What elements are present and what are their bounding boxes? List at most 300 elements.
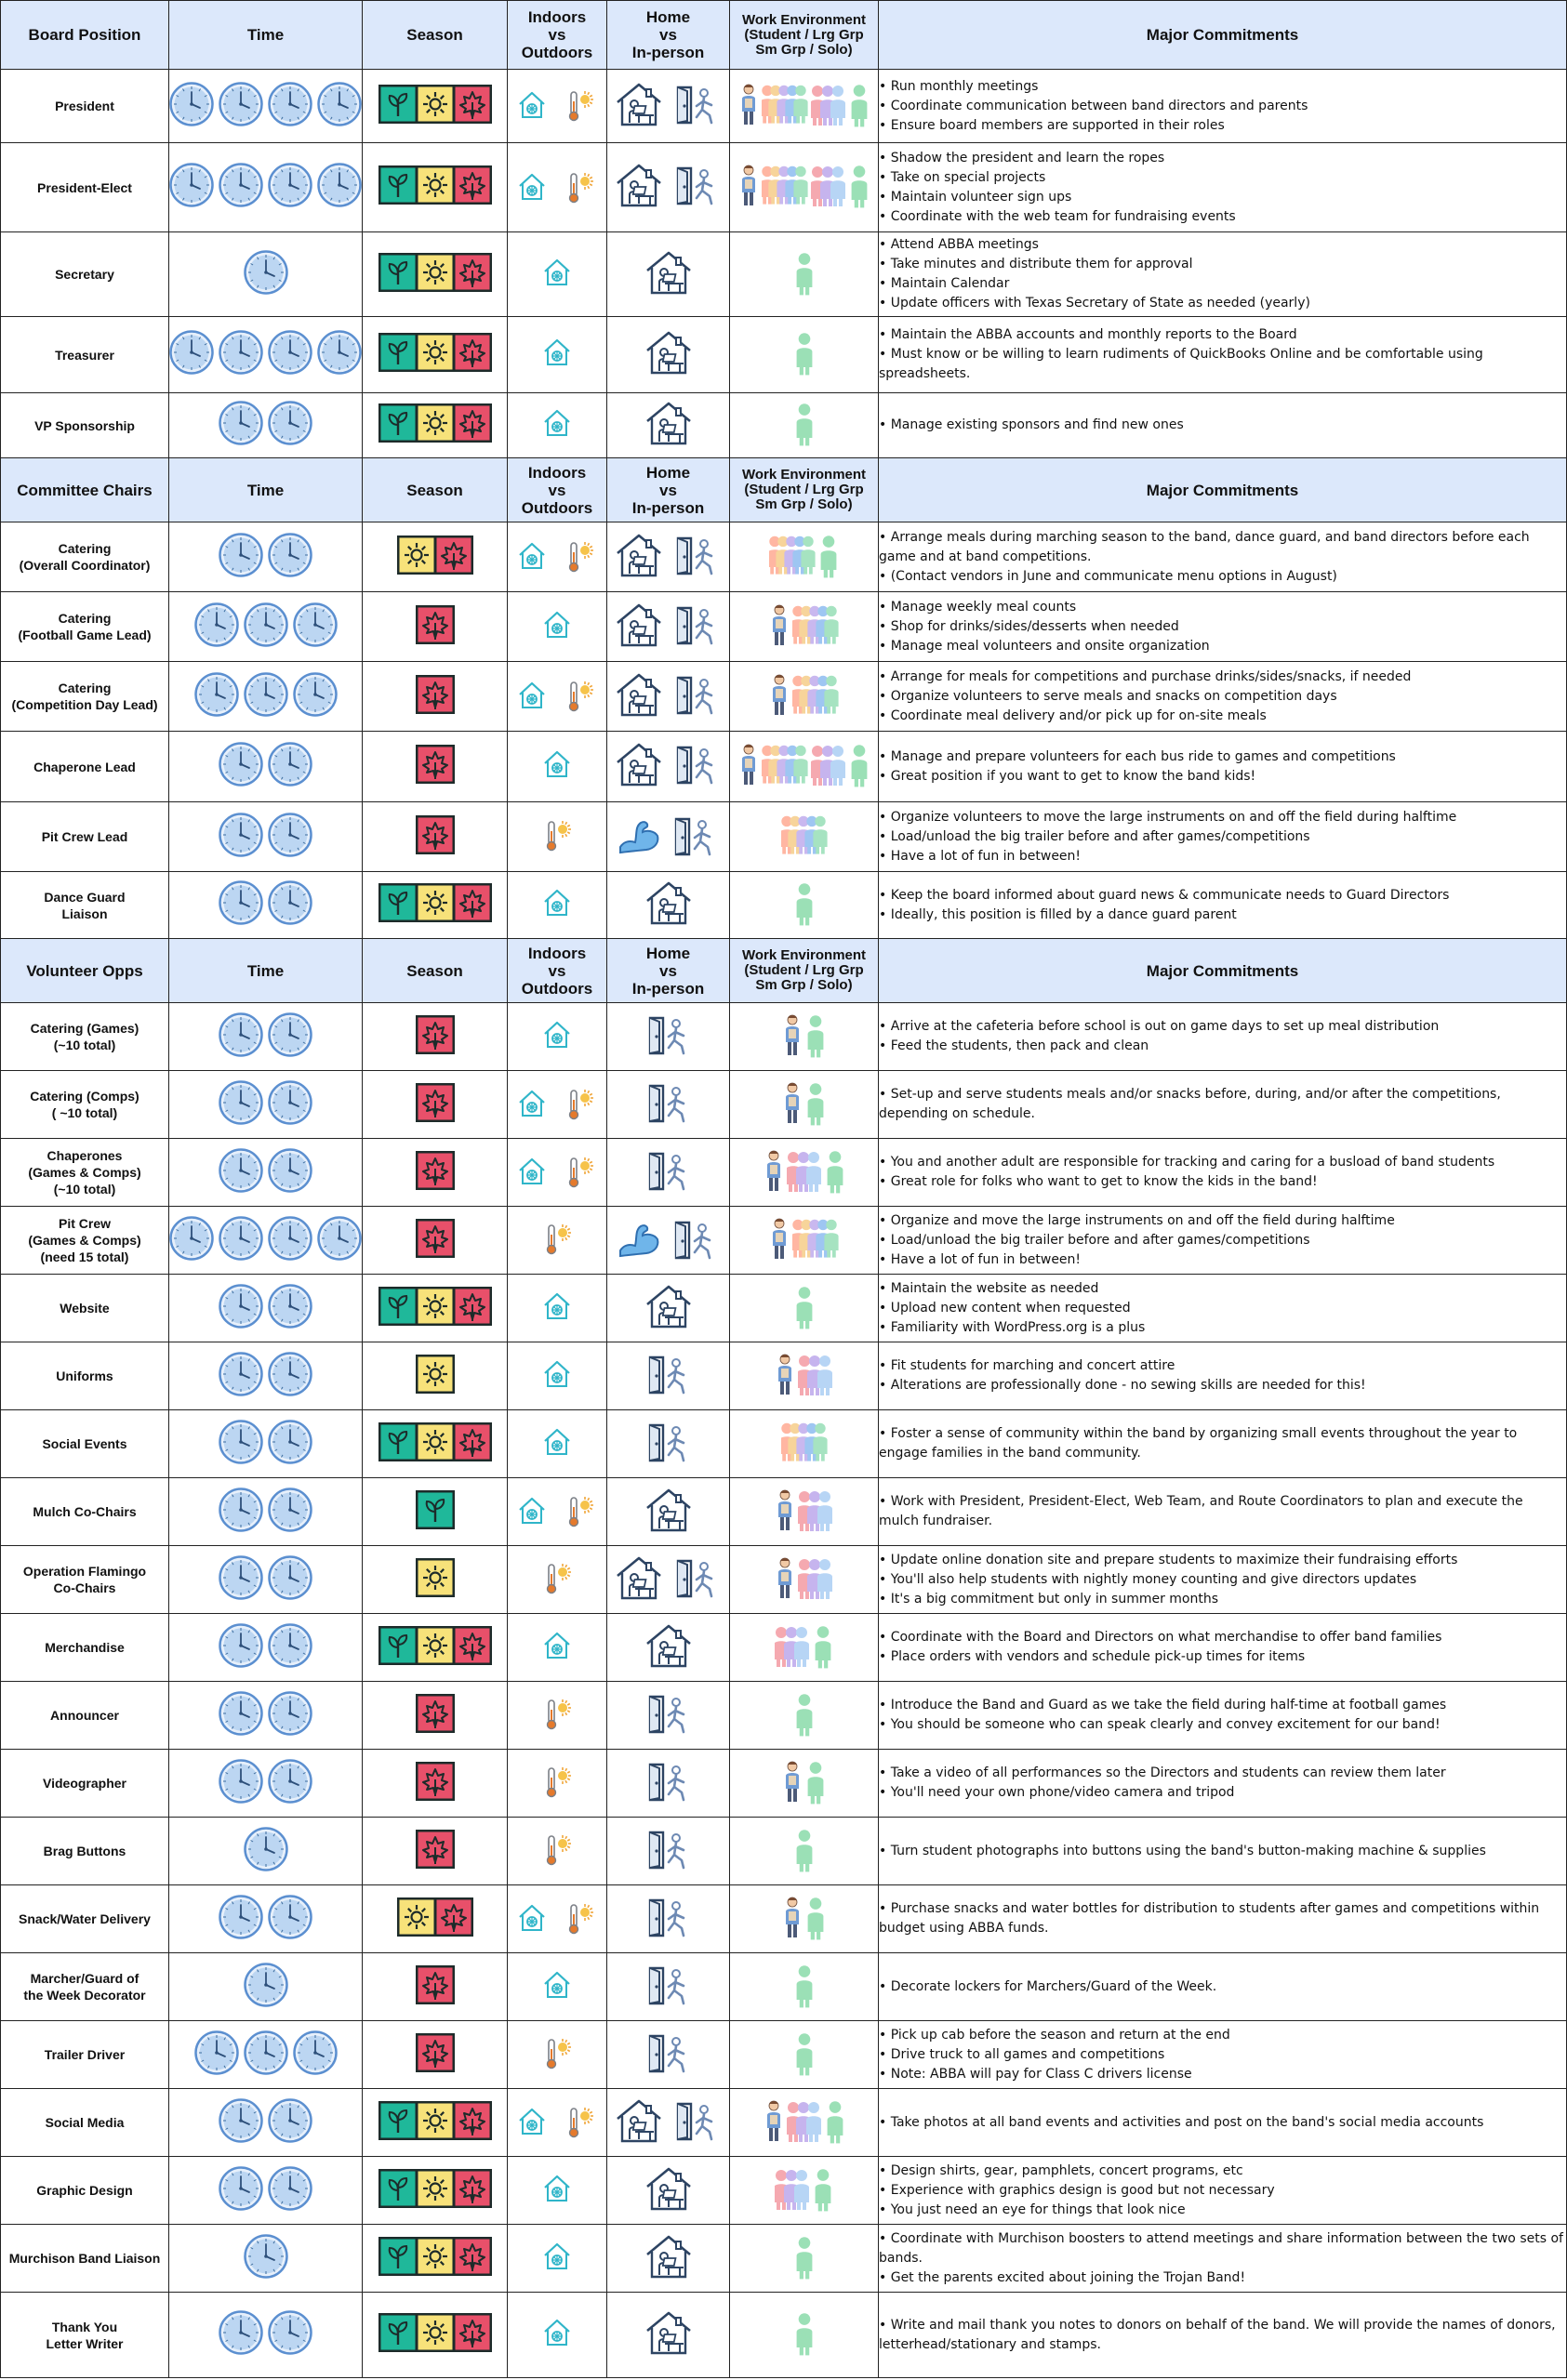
student-icon: [764, 1146, 784, 1195]
indoor-outdoor-cell: [508, 522, 607, 592]
commitment-item: • Arrange for meals for competitions and purchase drinks/sides/snacks, if needed: [879, 668, 1566, 687]
house-desk-icon: [644, 250, 693, 295]
clock-icon: [268, 533, 312, 577]
column-header: [730, 458, 879, 522]
role-name: [1, 1003, 169, 1071]
role-name-line: Merchandise: [45, 1640, 125, 1655]
indoor-outdoor-cell: [508, 2089, 607, 2157]
thermometer-sun-icon: [561, 86, 598, 124]
commitment-item: • Upload new content when requested: [879, 1299, 1566, 1318]
column-header: Season: [363, 1, 508, 70]
home-inperson-cell: [607, 143, 730, 232]
season-cell: [363, 662, 508, 732]
door-walk-icon: [643, 1759, 695, 1804]
door-walk-icon: [671, 82, 723, 126]
commitments-cell: [879, 317, 1567, 393]
clock-icon: [169, 330, 214, 375]
solo-person-icon: [794, 248, 815, 297]
column-header: [508, 1, 607, 70]
season-cell: [363, 317, 508, 393]
role-name-line: Catering: [58, 541, 112, 556]
home-inperson-cell: [607, 1546, 730, 1614]
solo-person-icon: [794, 2308, 815, 2357]
role-name: [1, 1546, 169, 1614]
commitments-cell: [879, 2293, 1567, 2378]
home-inperson-cell: [607, 1750, 730, 1818]
column-header: [508, 939, 607, 1003]
header-line: (Student / Lrg Grp: [744, 962, 864, 978]
clock-icon: [219, 1216, 263, 1261]
commitment-item: • Maintain the ABBA accounts and monthly reports to the Board: [879, 325, 1566, 345]
clock-icon: [268, 330, 312, 375]
solo-person-icon: [825, 1146, 845, 1195]
commitment-item: • Keep the board informed about guard news & communicate needs to Guard Directors: [879, 886, 1566, 906]
season-tiles: [416, 675, 455, 714]
student-icon: [769, 601, 790, 649]
work-environment-cell: [730, 1275, 879, 1342]
student-icon: [769, 1214, 790, 1263]
work-environment-cell: [730, 1478, 879, 1546]
role-name-line: Murchison Band Liaison: [8, 2251, 161, 2266]
student-icon: [738, 80, 759, 128]
large-group-icon: [762, 81, 808, 127]
commitment-item: • Work with President, President-Elect, Web Team, and Route Coordinators to plan and execute the mulch fundraiser.: [879, 1492, 1566, 1531]
role-row: [1, 317, 1567, 393]
time-cell: [169, 2293, 363, 2378]
solo-person-icon: [825, 2096, 845, 2145]
indoor-outdoor-cell: [508, 1071, 607, 1139]
header-line: vs: [659, 481, 677, 499]
commitment-item: • Load/unload the big trailer before and after games/competitions: [879, 1231, 1566, 1250]
flexed-arm-icon: [617, 815, 661, 856]
small-group-icon: [798, 1487, 833, 1533]
work-environment-cell: [730, 1139, 879, 1207]
role-name-line: Letter Writer: [46, 2335, 124, 2351]
commitment-item: • It's a big commitment but only in summer months: [879, 1590, 1566, 1609]
commitment-item: • You should be someone who can speak clearly and convey excitement for our band!: [879, 1715, 1566, 1735]
clock-icon: [219, 1759, 263, 1804]
clock-icon: [219, 401, 263, 445]
commitment-item: • Introduce the Band and Guard as we take the field during half-time at football games: [879, 1696, 1566, 1715]
commitment-item: • Maintain volunteer sign ups: [879, 188, 1566, 207]
clock-icon: [268, 1420, 312, 1464]
commitments-cell: [879, 872, 1567, 939]
season-cell: [363, 1614, 508, 1682]
season-tiles: [416, 1558, 455, 1597]
role-name: [1, 393, 169, 458]
column-header: Time: [169, 939, 363, 1003]
indoor-outdoor-cell: [508, 802, 607, 872]
commitments-cell: [879, 1071, 1567, 1139]
commitment-item: • Pick up cab before the season and return at the end: [879, 2026, 1566, 2045]
solo-person-icon: [813, 2164, 833, 2213]
work-environment-cell: [730, 1818, 879, 1885]
season-tiles: [378, 403, 492, 443]
commitments-cell: [879, 70, 1567, 143]
time-cell: [169, 1478, 363, 1546]
season-cell: [363, 1071, 508, 1139]
solo-person-icon: [794, 879, 815, 927]
role-row: [1, 1342, 1567, 1410]
clock-icon: [268, 742, 312, 787]
column-header: [508, 458, 607, 522]
home-inperson-cell: [607, 1410, 730, 1478]
commitment-item: • Coordinate with Murchison boosters to attend meetings and share information between the two sets of bands.: [879, 2229, 1566, 2268]
time-cell: [169, 143, 363, 232]
role-name-line: Catering: [58, 611, 112, 626]
season-tiles: [378, 883, 492, 922]
commitments-cell: [879, 1818, 1567, 1885]
column-header: Major Commitments: [879, 939, 1567, 1003]
season-cell: [363, 1818, 508, 1885]
season-cell: [363, 1207, 508, 1275]
work-environment-cell: [730, 2225, 879, 2293]
student-icon: [775, 1350, 795, 1398]
role-name: [1, 592, 169, 662]
season-tiles: [416, 1830, 455, 1869]
house-desk-icon: [615, 672, 663, 717]
home-inperson-cell: [607, 70, 730, 143]
work-environment-cell: [730, 143, 879, 232]
house-desk-icon: [644, 1284, 693, 1329]
small-group-icon: [775, 2165, 810, 2212]
time-cell: [169, 1546, 363, 1614]
season-cell: [363, 522, 508, 592]
thermostat-icon: [541, 1969, 573, 2001]
column-header: [730, 1, 879, 70]
commitment-item: • Shop for drinks/sides/desserts when needed: [879, 617, 1566, 637]
commitment-item: • Coordinate meal delivery and/or pick up for on-site meals: [879, 707, 1566, 726]
time-cell: [169, 393, 363, 458]
commitment-item: • Coordinate with the Board and Directors on what merchandise to offer band families: [879, 1628, 1566, 1647]
clock-icon: [293, 602, 338, 647]
door-walk-icon: [671, 742, 723, 787]
commitment-item: • Design shirts, gear, pamphlets, concert programs, etc: [879, 2162, 1566, 2181]
role-name-line: Catering (Games): [30, 1021, 139, 1036]
season-tiles: [378, 1287, 492, 1326]
role-row: [1, 2225, 1567, 2293]
role-row: [1, 1275, 1567, 1342]
column-header: Season: [363, 458, 508, 522]
role-row: [1, 393, 1567, 458]
role-row: [1, 1071, 1567, 1139]
time-cell: [169, 1885, 363, 1953]
commitments-cell: [879, 1614, 1567, 1682]
time-cell: [169, 1953, 363, 2021]
season-cell: [363, 2293, 508, 2378]
season-cell: [363, 1885, 508, 1953]
role-row: [1, 1139, 1567, 1207]
role-name-line: Liaison: [61, 906, 108, 921]
thermostat-icon: [516, 1156, 548, 1187]
role-name: [1, 1614, 169, 1682]
thermometer-sun-icon: [538, 1559, 576, 1596]
work-environment-cell: [730, 70, 879, 143]
commitments-cell: [879, 1953, 1567, 2021]
clock-icon: [219, 1691, 263, 1736]
role-name-line: (Overall Coordinator): [19, 558, 151, 573]
house-desk-icon: [644, 880, 693, 925]
role-name: [1, 662, 169, 732]
role-name-line: Chaperones: [46, 1148, 123, 1163]
commitments-cell: [879, 1410, 1567, 1478]
commitment-item: • Arrive at the cafeteria before school is out on game days to set up meal distribution: [879, 1017, 1566, 1037]
commitment-item: • Update online donation site and prepare students to maximize their fundraising efforts: [879, 1551, 1566, 1570]
work-environment-cell: [730, 1750, 879, 1818]
indoor-outdoor-cell: [508, 1885, 607, 1953]
thermostat-icon: [541, 1290, 573, 1322]
clock-icon: [268, 1488, 312, 1532]
house-desk-icon: [615, 163, 663, 207]
season-tiles: [378, 2169, 492, 2208]
header-line: Outdoors: [521, 498, 593, 517]
season-tiles: [416, 1083, 455, 1122]
work-environment-cell: [730, 2293, 879, 2378]
indoor-outdoor-cell: [508, 232, 607, 317]
header-line: Sm Grp / Solo): [755, 41, 853, 58]
clock-icon: [169, 1216, 214, 1261]
season-cell: [363, 1139, 508, 1207]
solo-person-icon: [794, 1961, 815, 2009]
commitment-item: • Fit students for marching and concert attire: [879, 1356, 1566, 1376]
role-name: [1, 70, 169, 143]
column-header: Season: [363, 939, 508, 1003]
indoor-outdoor-cell: [508, 872, 607, 939]
thermostat-icon: [541, 257, 573, 288]
clock-icon: [219, 330, 263, 375]
role-row: [1, 2089, 1567, 2157]
season-tiles: [416, 1151, 455, 1190]
commitments-cell: [879, 1682, 1567, 1750]
role-row: [1, 1410, 1567, 1478]
role-name: [1, 872, 169, 939]
home-inperson-cell: [607, 732, 730, 802]
clock-icon: [219, 2166, 263, 2211]
commitments-cell: [879, 393, 1567, 458]
home-inperson-cell: [607, 1139, 730, 1207]
clock-icon: [268, 1759, 312, 1804]
season-tiles: [416, 815, 455, 854]
commitment-item: • Maintain the website as needed: [879, 1279, 1566, 1299]
commitment-item: • You'll also help students with nightly money counting and give directors updates: [879, 1570, 1566, 1590]
thermometer-sun-icon: [561, 1899, 598, 1937]
indoor-outdoor-cell: [508, 143, 607, 232]
home-inperson-cell: [607, 317, 730, 393]
column-header: Committee Chairs: [1, 458, 169, 522]
clock-icon: [244, 250, 288, 295]
role-name-line: Catering: [58, 681, 112, 695]
commitment-item: • You just need an eye for things that look nice: [879, 2201, 1566, 2220]
thermometer-sun-icon: [561, 168, 598, 205]
role-row: [1, 1207, 1567, 1275]
clock-icon: [244, 602, 288, 647]
clock-icon: [268, 1555, 312, 1600]
role-name-line: President: [55, 99, 114, 113]
clock-icon: [219, 1284, 263, 1329]
indoor-outdoor-cell: [508, 2293, 607, 2378]
indoor-outdoor-cell: [508, 393, 607, 458]
header-line: Sm Grp / Solo): [755, 977, 853, 993]
header-line: vs: [548, 26, 566, 44]
house-desk-icon: [644, 1488, 693, 1532]
solo-person-icon: [794, 2232, 815, 2281]
student-icon: [775, 1486, 795, 1534]
role-name-line: the Week Decorator: [23, 1988, 146, 2003]
season-cell: [363, 592, 508, 662]
season-tiles: [397, 536, 473, 575]
role-row: [1, 522, 1567, 592]
home-inperson-cell: [607, 393, 730, 458]
clock-icon: [219, 1420, 263, 1464]
thermostat-icon: [516, 1088, 548, 1119]
clock-icon: [317, 163, 362, 207]
commitment-item: • Note: ABBA will pay for Class C drivers license: [879, 2065, 1566, 2084]
clock-icon: [268, 1216, 312, 1261]
commitment-item: • Drive truck to all games and competitions: [879, 2045, 1566, 2065]
role-name-line: (Football Game Lead): [18, 628, 152, 642]
clock-icon: [219, 2098, 263, 2143]
header-line: Outdoors: [521, 979, 593, 998]
commitment-item: • Manage weekly meal counts: [879, 598, 1566, 617]
house-desk-icon: [615, 533, 663, 577]
indoor-outdoor-cell: [508, 1410, 607, 1478]
large-group-icon: [762, 741, 808, 787]
role-name-line: Announcer: [50, 1708, 119, 1723]
clock-icon: [268, 2310, 312, 2355]
role-name: [1, 2157, 169, 2225]
commitments-cell: [879, 1750, 1567, 1818]
solo-person-icon: [805, 1757, 826, 1805]
commitment-item: • Run monthly meetings: [879, 77, 1566, 97]
clock-icon: [194, 2030, 239, 2075]
header-line: (Student / Lrg Grp: [744, 26, 864, 43]
solo-person-icon: [805, 1011, 826, 1059]
role-row: [1, 2157, 1567, 2225]
role-name-line: Graphic Design: [36, 2183, 133, 2198]
commitments-cell: [879, 662, 1567, 732]
solo-person-icon: [794, 2029, 815, 2077]
role-row: [1, 1546, 1567, 1614]
large-group-icon: [762, 162, 808, 208]
role-row: [1, 1003, 1567, 1071]
indoor-outdoor-cell: [508, 1750, 607, 1818]
header-line: Home: [645, 8, 691, 26]
home-inperson-cell: [607, 1953, 730, 2021]
role-row: [1, 2293, 1567, 2378]
work-environment-cell: [730, 522, 879, 592]
home-inperson-cell: [607, 2225, 730, 2293]
house-desk-icon: [644, 330, 693, 375]
header-line: Indoors: [527, 8, 587, 26]
role-name-line: Social Media: [45, 2115, 125, 2130]
season-cell: [363, 2157, 508, 2225]
home-inperson-cell: [607, 1818, 730, 1885]
clock-icon: [219, 1555, 263, 1600]
commitment-item: • Alterations are professionally done - no sewing skills are needed for this!: [879, 1376, 1566, 1395]
house-desk-icon: [615, 82, 663, 126]
role-name: [1, 2293, 169, 2378]
role-name-line: Pit Crew Lead: [41, 829, 128, 844]
role-name-line: Catering (Comps): [30, 1089, 139, 1104]
time-cell: [169, 1071, 363, 1139]
role-name: [1, 1953, 169, 2021]
role-row: [1, 1953, 1567, 2021]
thermostat-icon: [516, 2106, 548, 2137]
home-inperson-cell: [607, 872, 730, 939]
solo-person-icon: [805, 1893, 826, 1941]
work-environment-cell: [730, 232, 879, 317]
clock-icon: [244, 1827, 288, 1871]
indoor-outdoor-cell: [508, 2225, 607, 2293]
time-cell: [169, 872, 363, 939]
house-desk-icon: [644, 401, 693, 445]
home-inperson-cell: [607, 1342, 730, 1410]
role-name-line: (Competition Day Lead): [11, 697, 158, 712]
commitment-item: • Great role for folks who want to get to know the kids in the band!: [879, 1172, 1566, 1192]
role-name: [1, 1750, 169, 1818]
commitment-item: • Coordinate with the web team for fundraising events: [879, 207, 1566, 227]
thermometer-sun-icon: [538, 816, 576, 853]
commitments-cell: [879, 1342, 1567, 1410]
door-walk-icon: [643, 1895, 695, 1939]
commitment-item: • Attend ABBA meetings: [879, 235, 1566, 255]
season-tiles: [378, 2237, 492, 2276]
student-icon: [764, 2096, 784, 2145]
season-tiles: [397, 1897, 473, 1937]
header-line: vs: [659, 961, 677, 980]
commitments-cell: [879, 522, 1567, 592]
commitments-cell: [879, 732, 1567, 802]
door-walk-icon: [669, 1217, 721, 1262]
thermostat-icon: [541, 887, 573, 919]
work-environment-cell: [730, 802, 879, 872]
time-cell: [169, 522, 363, 592]
season-tiles: [416, 1355, 455, 1394]
commitment-item: • Arrange meals during marching season to the band, dance guard, and band directors before each game and at band competitions.: [879, 528, 1566, 567]
role-name-line: Treasurer: [55, 347, 114, 363]
role-name-line: Website: [60, 1301, 110, 1316]
role-name: [1, 802, 169, 872]
role-name-line: Secretary: [55, 267, 114, 282]
door-walk-icon: [671, 602, 723, 647]
section-header: [1, 1, 1567, 70]
house-desk-icon: [644, 2166, 693, 2211]
large-group-icon: [781, 1419, 828, 1465]
clock-icon: [219, 1623, 263, 1668]
season-tiles: [378, 253, 492, 292]
clock-icon: [268, 1352, 312, 1396]
work-environment-cell: [730, 1410, 879, 1478]
solo-person-icon: [849, 161, 870, 209]
time-cell: [169, 592, 363, 662]
indoor-outdoor-cell: [508, 1682, 607, 1750]
role-name: [1, 1410, 169, 1478]
clock-icon: [244, 1963, 288, 2007]
role-name-line: VP Sponsorship: [34, 417, 135, 433]
commitment-item: • Manage and prepare volunteers for each bus ride to games and competitions: [879, 747, 1566, 767]
season-tiles: [378, 1626, 492, 1665]
column-header: Volunteer Opps: [1, 939, 169, 1003]
time-cell: [169, 732, 363, 802]
commitment-item: • Decorate lockers for Marchers/Guard of the Week.: [879, 1977, 1566, 1997]
role-name: [1, 317, 169, 393]
indoor-outdoor-cell: [508, 1546, 607, 1614]
small-group-icon: [787, 2097, 822, 2144]
solo-person-icon: [805, 1078, 826, 1127]
thermostat-icon: [541, 1358, 573, 1390]
season-tiles: [378, 85, 492, 124]
work-environment-cell: [730, 2157, 879, 2225]
